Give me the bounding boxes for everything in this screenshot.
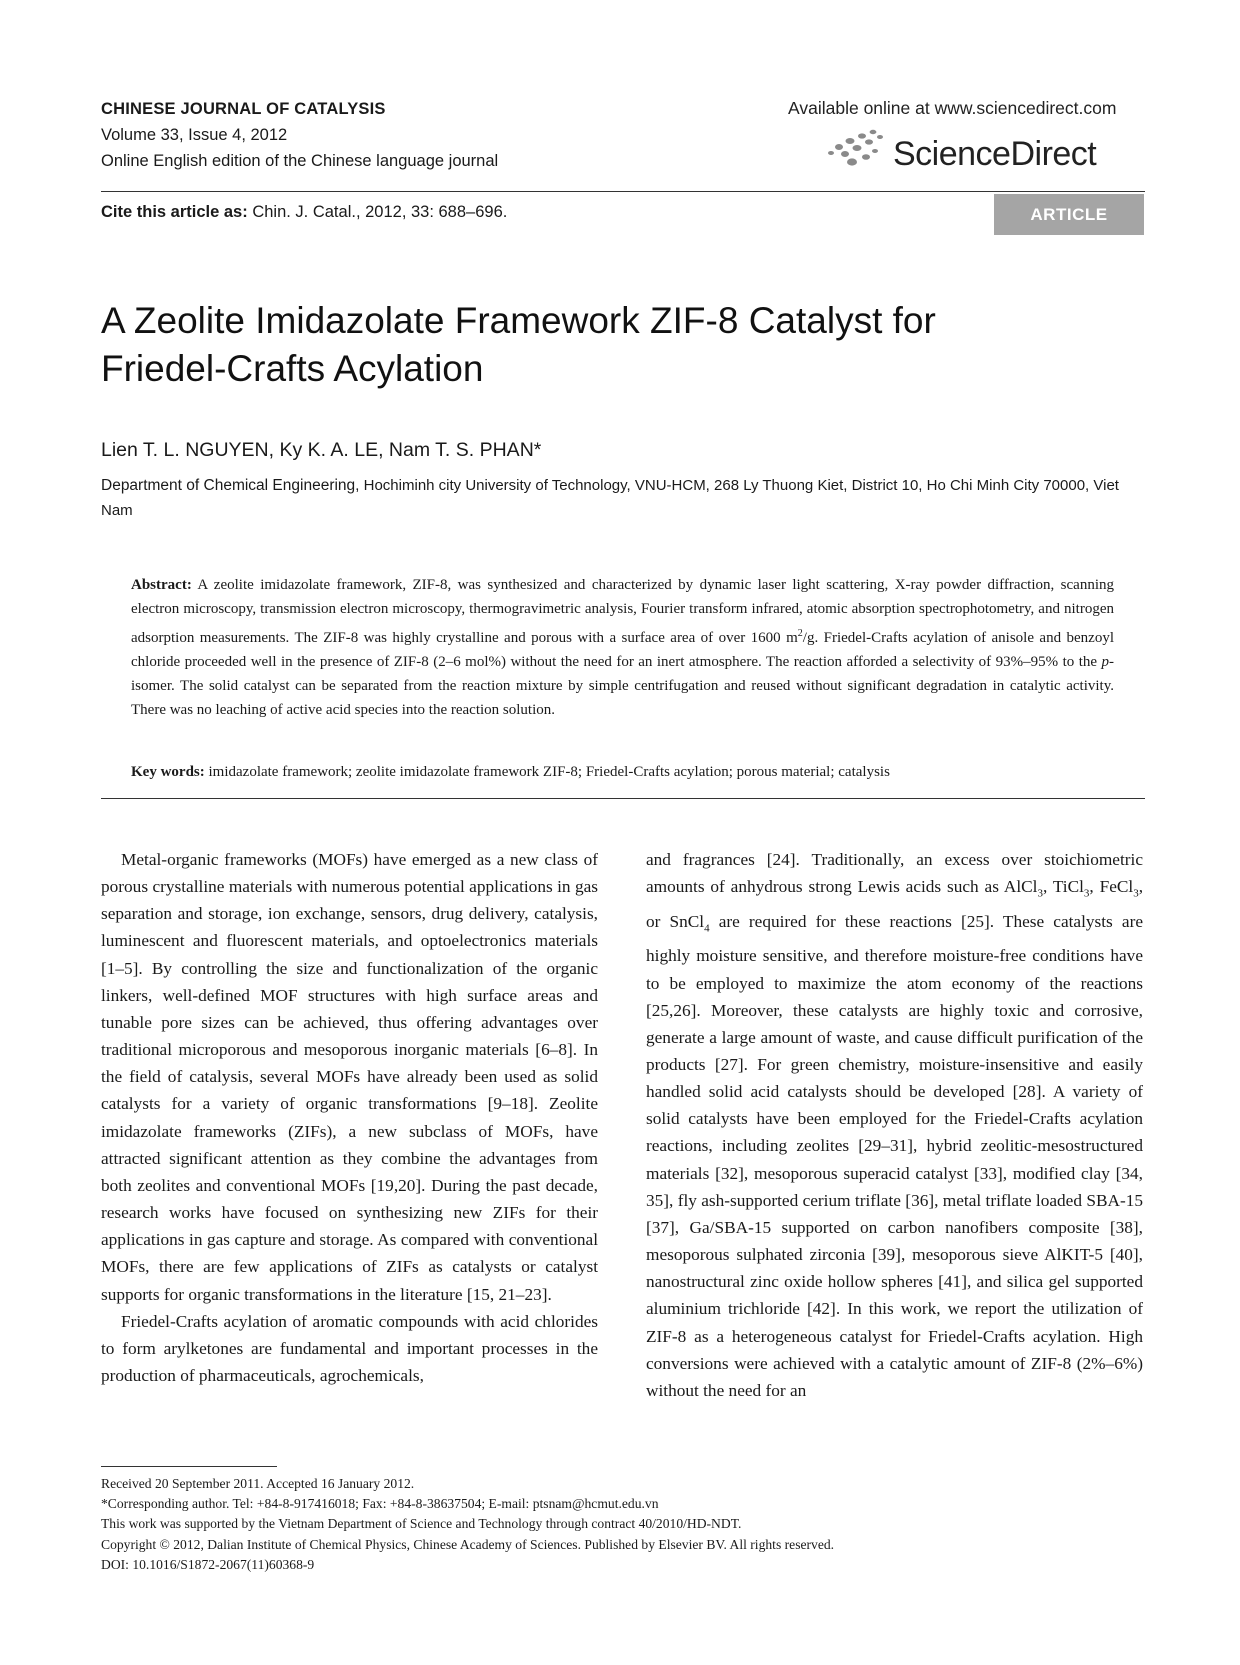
body-paragraph: Friedel-Crafts acylation of aromatic compounds with acid chlorides to form arylketones are fundamental and important processes in the production of pharmaceuticals, agrochemicals, <box>101 1311 598 1385</box>
abstract-divider <box>101 798 1145 799</box>
footnotes <box>101 1474 834 1575</box>
doi[interactable]: DOI: 10.1016/S1872-2067(11)60368-9 <box>101 1556 315 1572</box>
journal-volume: Volume 33, Issue 4, 2012 <box>101 126 288 144</box>
title-line-2: Friedel-Crafts Acylation <box>101 348 484 389</box>
body-paragraph: Metal-organic frameworks (MOFs) have emerged as a new class of porous crystalline materials with numerous potential applications in gas separation and storage, ion exchange, sensors, drug delivery, catalysis, luminescent and fluorescent materials, and optoelectronics materials [1–5]. By controlling the size and functionalization of the organic linkers, well-defined MOF structures with high surface areas and tunable pore sizes can be achieved, thus offering advantages over traditional microporous and mesoporous inorganic materials [6–8]. In the field of catalysis, several MOFs have already been used as solid catalysts for a variety of organic transformations [9–18]. Zeolite imidazolate frameworks (ZIFs), a new subclass of MOFs, have attracted significant attention as they combine the advantages from both zeolites and conventional MOFs [19,20]. During the past decade, research works have focused on synthesizing new ZIFs for their applications in gas capture and storage. As compared with conventional MOFs, there are few applications of ZIFs as catalysts or catalyst supports for organic transformations in the literature [15, 21–23]. <box>101 850 598 1304</box>
sciencedirect-wordmark[interactable]: ScienceDirect <box>893 135 1097 173</box>
abstract-text-2: /g. Friedel-Crafts acylation of anisole and benzoyl chloride proceeded well in the presence of ZIF-8 (2–6 mol%) without the need for an inert atmosphere. The reaction afforded a selectivity of 93%–95% to the <box>131 629 1114 670</box>
affiliation-address: Hochiminh city University of Technology, VNU-HCM, 268 Ly Thuong Kiet, District 10, Ho Chi Minh City 70000, Viet Nam <box>101 477 1119 519</box>
subscript: 3 <box>1083 887 1090 900</box>
body-text: , or SnCl <box>646 877 1144 931</box>
subscript: 3 <box>1133 887 1139 900</box>
citation-label: Cite this article as: <box>101 203 248 221</box>
subscript: 4 <box>704 922 710 935</box>
author-list: Lien T. L. NGUYEN, Ky K. A. LE, Nam T. S. PHAN* <box>101 439 542 461</box>
keywords <box>131 761 1114 783</box>
body-text: , TiCl <box>1042 877 1084 897</box>
body-text: are required for these reactions [25]. These catalysts are highly moisture sensitive, and therefore moisture-free conditions have to be employed to maximize the atom economy of the reactions [25,26]. Moreover, these catalysts are highly toxic and corrosive, generate a large amount of waste, and cause difficult purification of the products [27]. For green chemistry, moisture-insensitive and easily handled solid acid catalysts should be developed [28]. A variety of solid catalysts have been employed for the Friedel-Crafts acylation reactions, including zeolites [29–31], hybrid zeolitic-mesostructured materials [32], mesoporous superacid catalyst [33], modified clay [34, 35], fly ash-supported cerium triflate [36], metal triflate loaded SBA-15 [37], Ga/SBA-15 supported on carbon nanofibers composite [38], mesoporous sulphated zirconia [39], mesoporous sieve AlKIT-5 [40], nanostructural zinc oxide hollow spheres [41], and silica gel supported aluminium trichloride [42]. In this work, we report the utilization of ZIF-8 as a heterogeneous catalyst for Friedel-Crafts acylation. High conversions were achieved with a catalytic amount of ZIF-8 (2%–6%) without the need for an <box>646 911 1143 1400</box>
copyright-note: Copyright © 2012, Dalian Institute of Chemical Physics, Chinese Academy of Sciences. Published by Elsevier BV. All rights reserved. <box>101 1536 835 1552</box>
header-divider <box>101 191 1145 192</box>
body-paragraph <box>646 846 1143 1404</box>
body-text: , FeCl <box>1089 877 1134 897</box>
journal-edition: Online English edition of the Chinese language journal <box>101 152 499 170</box>
journal-name: CHINESE JOURNAL OF CATALYSIS <box>101 100 386 118</box>
body-column-right <box>646 846 1143 1404</box>
affiliation-department: Department of Chemical Engineering, <box>101 477 360 494</box>
corresponding-author: *Corresponding author. Tel: +84-8-917416018; Fax: +84-8-38637504; E-mail: ptsnam@hcmut.edu.vn <box>101 1496 659 1512</box>
keywords-text: imidazolate framework; zeolite imidazolate framework ZIF-8; Friedel-Crafts acylation; porous material; catalysis <box>204 764 890 780</box>
footnote-divider <box>101 1466 277 1467</box>
citation-line <box>101 203 507 222</box>
title-line-1: A Zeolite Imidazolate Framework ZIF-8 Catalyst for <box>101 300 936 341</box>
keywords-label: Key words: <box>131 764 205 780</box>
abstract-italic: p <box>1101 653 1109 670</box>
body-text: and fragrances [24]. Traditionally, an excess over stoichiometric amounts of anhydrous strong Lewis acids such as AlCl <box>646 850 1143 897</box>
available-online-text[interactable]: Available online at www.sciencedirect.com <box>788 98 1117 118</box>
article-type-badge: ARTICLE <box>994 194 1144 235</box>
article-title <box>101 297 1081 393</box>
author-affiliation <box>101 473 1145 523</box>
superscript: 2 <box>797 627 803 639</box>
received-date: Received 20 September 2011. Accepted 16 January 2012. <box>101 1476 415 1491</box>
funding-note: This work was supported by the Vietnam Department of Science and Technology through contract 40/2010/HD-NDT. <box>101 1516 742 1532</box>
citation-text: Chin. J. Catal., 2012, 33: 688–696. <box>247 203 508 221</box>
abstract-text-1: A zeolite imidazolate framework, ZIF-8, was synthesized and characterized by dynamic laser light scattering, X-ray powder diffraction, scanning electron microscopy, transmission electron microscopy, thermogravimetric analysis, Fourier transform infrared, atomic absorption spectrophotometry, and nitrogen adsorption measurements. The ZIF-8 was highly crystalline and porous with a surface area of over 1600 m <box>131 577 1114 646</box>
subscript: 3 <box>1037 887 1043 900</box>
abstract-label: Abstract: <box>131 577 192 593</box>
abstract <box>131 573 1114 723</box>
abstract-text-3: -isomer. The solid catalyst can be separated from the reaction mixture by simple centrifugation and reused without significant degradation in catalytic activity. There was no leaching of active acid species into the reaction solution. <box>131 653 1114 719</box>
body-column-left <box>101 846 598 1389</box>
